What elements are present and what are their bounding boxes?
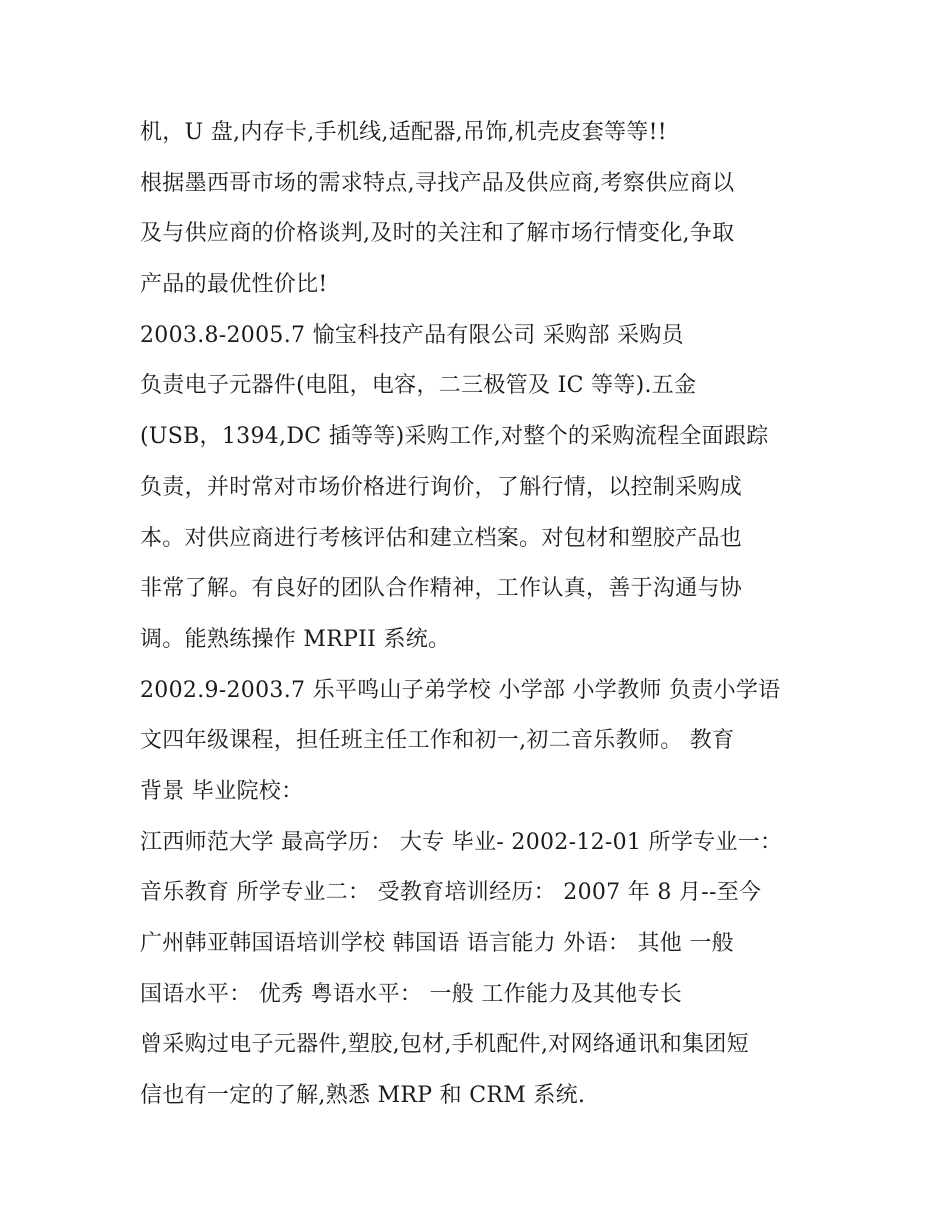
text-line: (USB，1394,DC 插等等)采购工作,对整个的采购流程全面跟踪 [140,424,769,450]
text-line: 江西师范大学 最高学历： 大专 毕业- 2002-12-01 所学专业一： [140,829,783,855]
text-line: 及与供应商的价格谈判,及时的关注和了解市场行情变化,争取 [140,221,735,247]
text-line: 曾采购过电子元器件,塑胶,包材,手机配件,对网络通讯和集团短 [140,1032,749,1058]
text-line: 音乐教育 所学专业二： 受教育培训经历： 2007 年 8 月--至今 [140,880,762,906]
text-line: 负责电子元器件(电阻，电容，二三极管及 IC 等等).五金 [140,373,697,399]
text-line: 根据墨西哥市场的需求特点,寻找产品及供应商,考察供应商以 [140,170,735,196]
text-line: 广州韩亚韩国语培训学校 韩国语 语言能力 外语： 其他 一般 [140,931,734,956]
text-line: 负责，并时常对市场价格进行询价，了斛行情，以控制采购成 [140,474,743,500]
text-line: 调。能熟练操作 MRPII 系统。 [140,626,451,652]
text-line: 文四年级课程，担任班主任工作和初一,初二音乐教师。 教育 [140,728,735,754]
text-line: 本。对供应商进行考核评估和建立档案。对包材和塑胶产品也 [140,525,743,551]
text-line: 非常了解。有良好的团队合作精神，工作认真，善于沟通与协 [140,576,743,602]
text-line: 产品的最优性价比! [140,272,328,298]
resume-text-body [140,108,830,1122]
text-line: 国语水平： 优秀 粤语水平： 一般 工作能力及其他专长 [140,981,683,1007]
text-line: 机，U 盘,内存卡,手机线,适配器,吊饰,机壳皮套等等!! [140,120,667,145]
text-line: 信也有一定的了解,熟悉 MRP 和 CRM 系统. [140,1083,586,1109]
text-line: 2002.9-2003.7 乐平鸣山子弟学校 小学部 小学教师 负责小学语 [140,677,781,703]
text-line: 2003.8-2005.7 愉宝科技产品有限公司 采购部 采购员 [140,322,684,348]
text-line: 背景 毕业院校： [140,778,304,804]
